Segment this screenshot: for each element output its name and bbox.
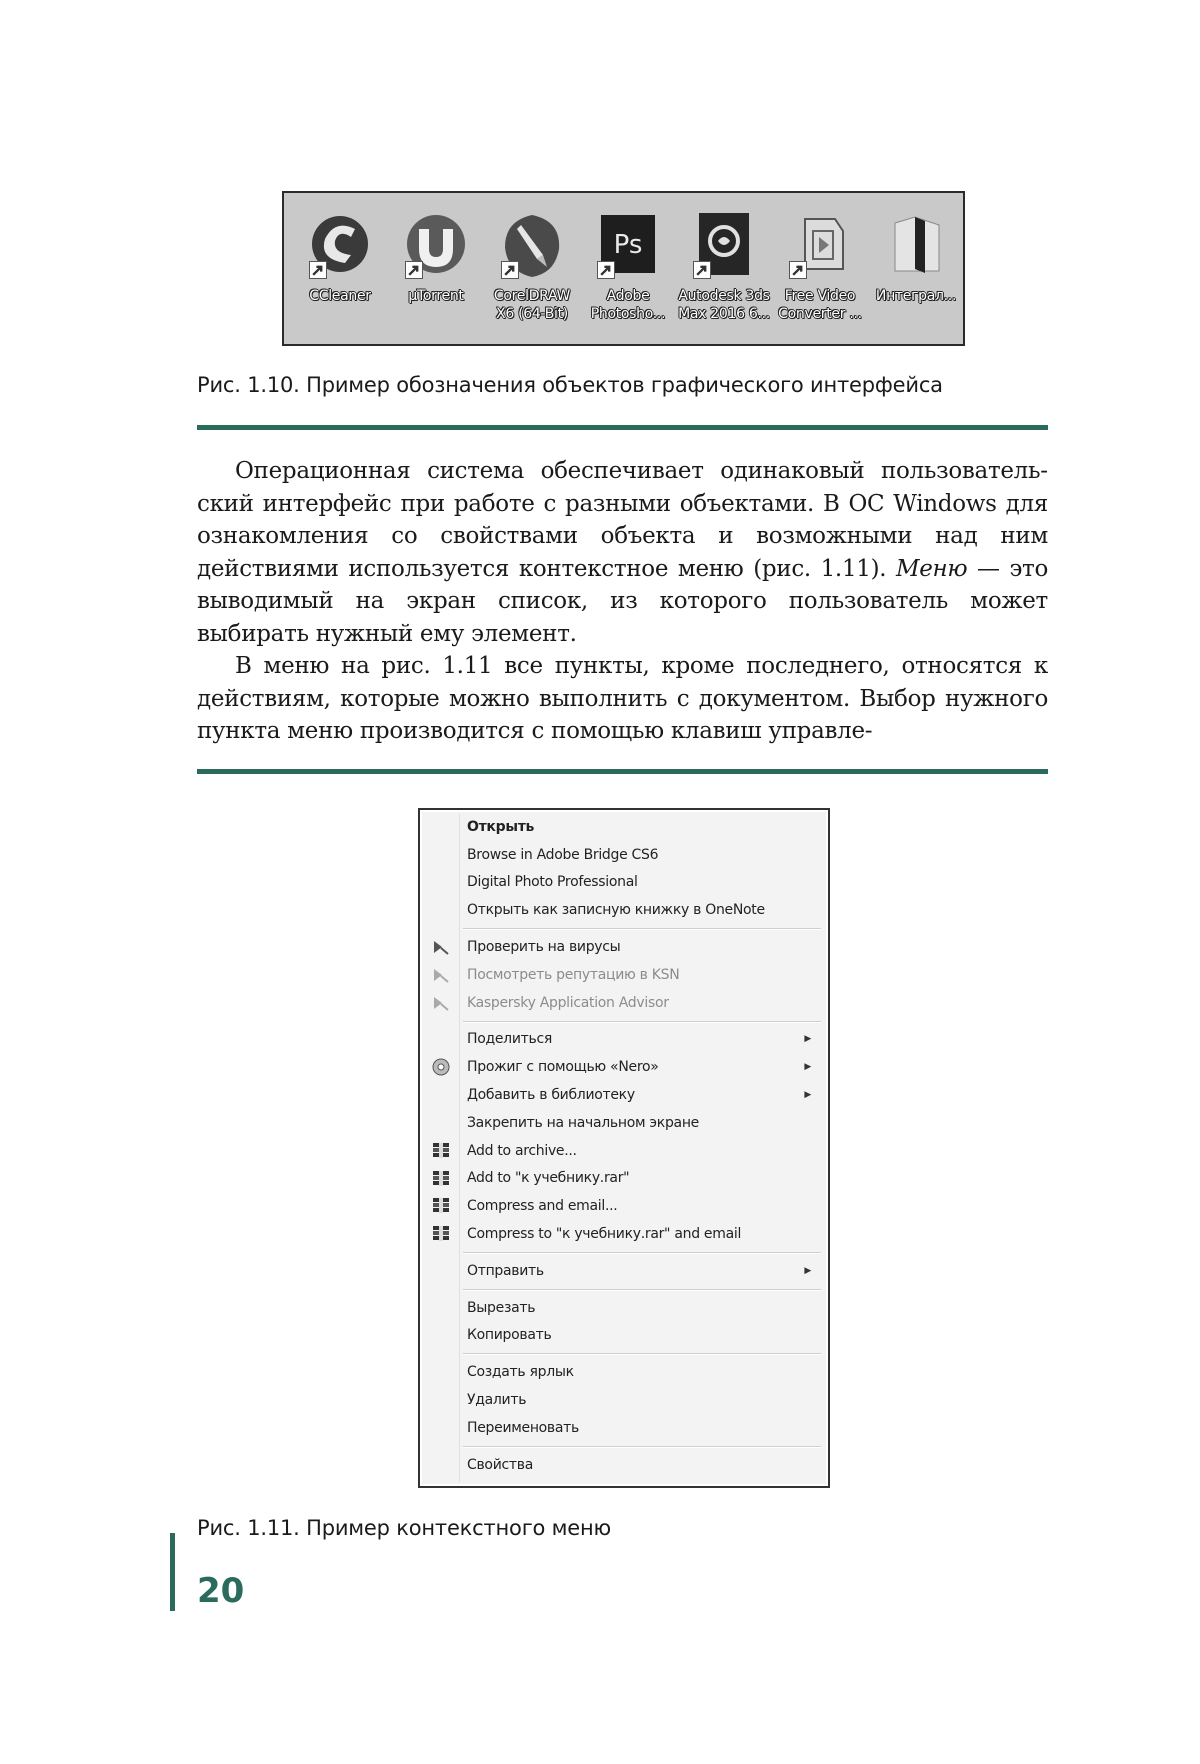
menu-item-delete[interactable]: Удалить xyxy=(467,1392,527,1409)
shortcut-arrow-icon xyxy=(309,261,327,279)
menu-item-create-shortcut[interactable]: Создать ярлык xyxy=(467,1364,574,1381)
utorrent-icon xyxy=(401,211,471,281)
menu-item-browse-bridge[interactable]: Browse in Adobe Bridge CS6 xyxy=(467,846,659,863)
menu-item-nero-burn[interactable]: Прожиг с помощью «Nero» ▶ xyxy=(423,1053,825,1081)
shortcut-arrow-icon xyxy=(405,261,423,279)
winrar-icon xyxy=(431,1170,451,1188)
menu-item-add-library[interactable]: Добавить в библиотеку ▶ xyxy=(467,1087,811,1104)
section-divider-top xyxy=(197,425,1048,430)
menu-item-share[interactable]: Поделиться ▶ xyxy=(467,1031,811,1048)
menu-item-compress-rar-email[interactable]: Compress to "к учебнику.rar" and email xyxy=(423,1220,825,1248)
desktop-icon-coreldraw[interactable] xyxy=(484,211,580,323)
shortcut-arrow-icon xyxy=(597,261,615,279)
desktop-icon-utorrent[interactable] xyxy=(388,211,484,305)
desktop-icon-video-converter[interactable] xyxy=(772,211,868,323)
svg-text:Ps: Ps xyxy=(613,230,643,260)
menu-item-onenote[interactable]: Открыть как записную книжку в OneNote xyxy=(467,902,765,919)
folder-icon xyxy=(881,211,951,281)
menu-item-kaspersky-advisor[interactable]: Kaspersky Application Advisor xyxy=(423,989,825,1017)
menu-separator xyxy=(423,924,825,933)
menu-item-copy[interactable]: Копировать xyxy=(467,1327,552,1344)
desktop-icons-screenshot xyxy=(282,191,965,346)
menu-item-rename[interactable]: Переименовать xyxy=(467,1419,579,1436)
term-menu: Меню xyxy=(896,555,968,582)
desktop-icon-label: Интеграл... xyxy=(875,288,957,304)
kaspersky-icon xyxy=(431,938,451,956)
video-converter-icon xyxy=(785,211,855,281)
desktop-icon-integral[interactable] xyxy=(868,211,964,305)
shortcut-arrow-icon xyxy=(501,261,519,279)
paragraph-2: В меню на рис. 1.11 все пункты, кроме последнего, относятся к действиям, которые можно выполнить с документом. Выбор нужного пункта меню производится с помощью клавиш управле- xyxy=(197,653,1048,744)
winrar-icon xyxy=(431,1225,451,1243)
paragraph-1: Операционная система обеспечивает одинаковый пользовательский интерфейс при работе с разными объектами. В ОС Windows для ознакомления со свойствами объекта и возможными над ним действиями используется контекстное меню (рис. 1.11). Меню — это выводимый на экран список, из которого пользователь может выбирать нужный ему элемент. xyxy=(197,458,1049,647)
menu-item-scan-virus[interactable]: Проверить на вирусы xyxy=(423,933,825,961)
submenu-arrow-icon: ▶ xyxy=(804,1090,811,1101)
menu-item-pin-start[interactable]: Закрепить на начальном экране xyxy=(467,1114,699,1131)
menu-item-dpp[interactable]: Digital Photo Professional xyxy=(467,874,638,891)
menu-item-compress-email[interactable]: Compress and email... xyxy=(423,1192,825,1220)
coreldraw-icon xyxy=(497,211,567,281)
winrar-icon xyxy=(431,1197,451,1215)
desktop-icon-label: Free Video Converter ... xyxy=(778,288,862,322)
submenu-arrow-icon: ▶ xyxy=(804,1062,811,1073)
body-text xyxy=(197,455,1048,748)
desktop-icon-label: Autodesk 3ds Max 2016 6... xyxy=(678,288,770,322)
desktop-icon-label: CCleaner xyxy=(309,288,371,304)
menu-separator xyxy=(423,1285,825,1294)
menu-item-properties[interactable]: Свойства xyxy=(467,1456,533,1473)
menu-separator xyxy=(423,1017,825,1026)
desktop-icon-label: CorelDRAW X6 (64-Bit) xyxy=(493,288,571,322)
shortcut-arrow-icon xyxy=(693,261,711,279)
menu-item-send-to[interactable]: Отправить ▶ xyxy=(467,1262,811,1279)
desktop-icon-label: µTorrent xyxy=(408,288,464,304)
nero-disc-icon xyxy=(431,1058,451,1076)
menu-separator xyxy=(423,1248,825,1257)
photoshop-icon xyxy=(593,211,663,281)
submenu-arrow-icon: ▶ xyxy=(804,1265,811,1276)
menu-separator xyxy=(423,1349,825,1358)
winrar-icon xyxy=(431,1142,451,1160)
menu-item-ksn-reputation[interactable]: Посмотреть репутацию в KSN xyxy=(423,961,825,989)
kaspersky-icon xyxy=(431,994,451,1012)
figure-1-10-caption: Рис. 1.10. Пример обозначения объектов графического интерфейса xyxy=(197,373,943,397)
menu-item-cut[interactable]: Вырезать xyxy=(467,1299,536,1316)
figure-1-11-caption: Рис. 1.11. Пример контекстного меню xyxy=(197,1516,612,1540)
desktop-icon-3dsmax[interactable] xyxy=(676,211,772,323)
desktop-icon-label: Adobe Photosho... xyxy=(590,288,666,322)
shortcut-arrow-icon xyxy=(789,261,807,279)
desktop-icon-ccleaner[interactable] xyxy=(292,211,388,305)
kaspersky-icon xyxy=(431,966,451,984)
menu-item-add-rar[interactable]: Add to "к учебнику.rar" xyxy=(423,1165,825,1193)
submenu-arrow-icon: ▶ xyxy=(804,1034,811,1045)
page-number-bar xyxy=(170,1533,175,1611)
page-number: 20 xyxy=(197,1571,245,1611)
ccleaner-icon xyxy=(305,211,375,281)
menu-separator xyxy=(423,1442,825,1451)
context-menu xyxy=(418,808,830,1488)
menu-item-add-archive[interactable]: Add to archive... xyxy=(423,1137,825,1165)
menu-item-open[interactable]: Открыть xyxy=(467,818,535,835)
3dsmax-icon xyxy=(689,211,759,281)
desktop-icon-photoshop[interactable] xyxy=(580,211,676,323)
section-divider-bottom xyxy=(197,769,1048,774)
